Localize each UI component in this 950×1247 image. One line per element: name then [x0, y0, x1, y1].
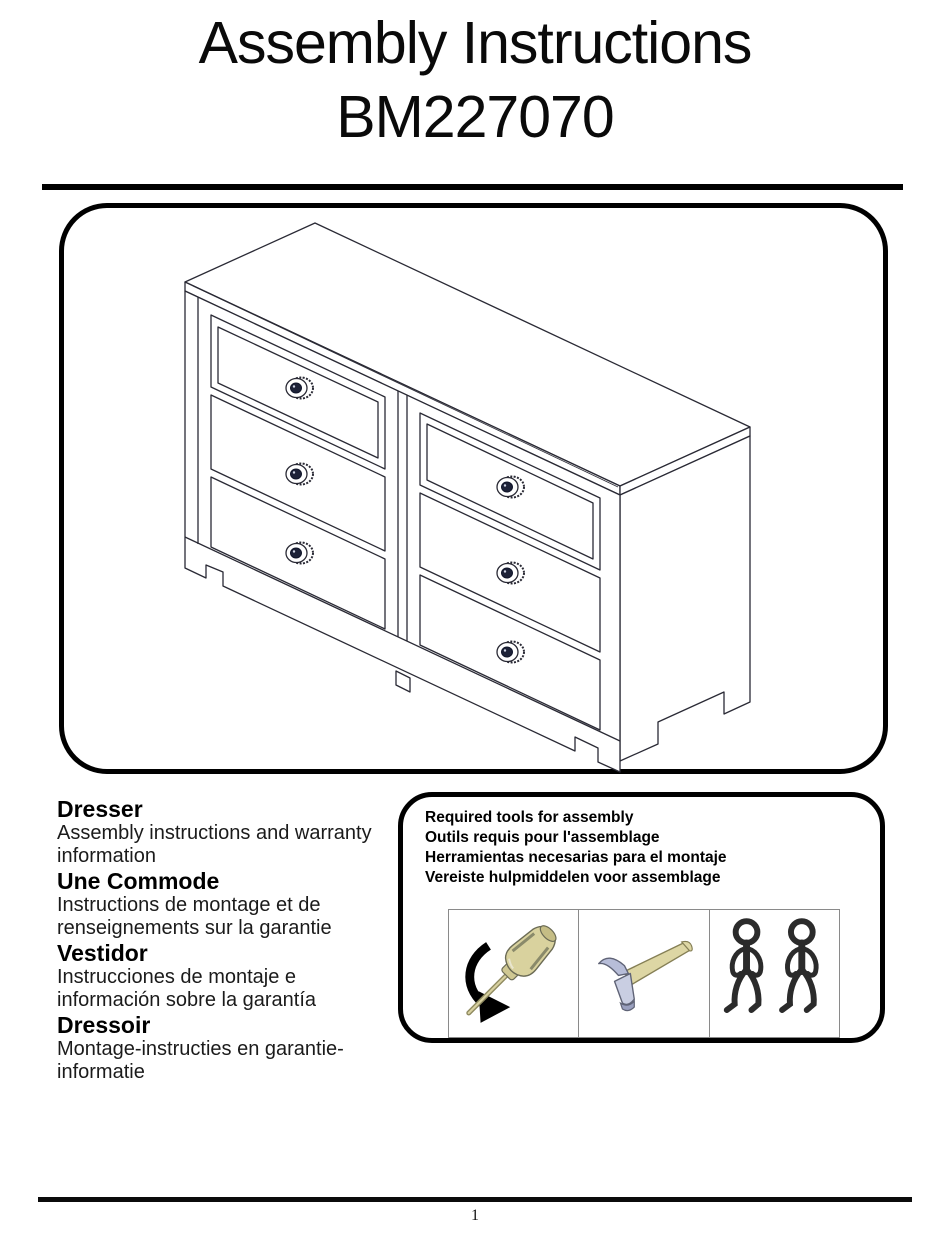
tool-cell-screwdriver: [449, 910, 578, 1037]
tools-line-en: Required tools for assembly: [425, 809, 634, 826]
required-tools-box: [398, 792, 885, 1043]
section-body-en: Assembly instructions and warranty information: [57, 822, 372, 867]
page-title-line2: BM227070: [336, 84, 614, 150]
title-divider-rule: [42, 184, 903, 190]
tools-line-fr: Outils requis pour l'assemblage: [425, 829, 660, 846]
tools-line-nl: Vereiste hulpmiddelen voor assemblage: [425, 869, 721, 886]
required-tools-text: [425, 808, 727, 888]
page-title-line1: Assembly Instructions: [198, 10, 752, 76]
section-heading-es: Vestidor: [57, 940, 148, 966]
intro-text-column: [57, 796, 379, 1084]
section-body-es: Instrucciones de montaje e información sobre la garantía: [57, 966, 317, 1011]
section-heading-fr: Une Commode: [57, 868, 220, 894]
screwdriver-icon: [449, 910, 578, 1037]
section-body-nl: Montage-instructies en garantie-informatie: [57, 1038, 344, 1083]
tool-cell-two-people: [709, 910, 839, 1037]
tools-line-es: Herramientas necesarias para el montaje: [425, 849, 727, 866]
tool-cell-hammer: [578, 910, 708, 1037]
section-heading-nl: Dressoir: [57, 1012, 151, 1038]
page-number: 1: [471, 1207, 479, 1224]
section-heading-en: Dresser: [57, 796, 143, 822]
footer-rule: [38, 1197, 912, 1202]
hammer-icon: [579, 910, 708, 1037]
two-people-icon: [710, 910, 839, 1037]
dresser-illustration: [60, 204, 890, 773]
page-title: [0, 6, 950, 154]
section-body-fr: Instructions de montage et de renseignements sur la garantie: [57, 894, 332, 939]
tools-table: [448, 909, 840, 1038]
